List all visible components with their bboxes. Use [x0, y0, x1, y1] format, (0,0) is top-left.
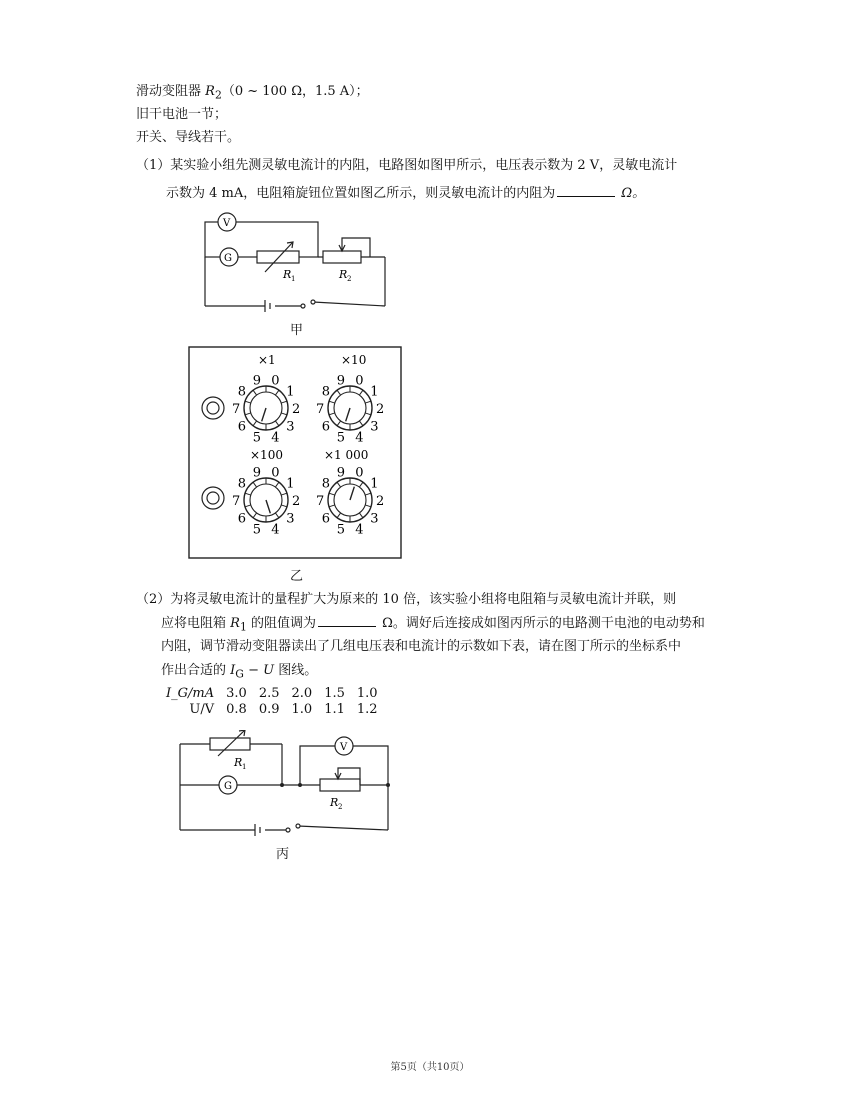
q2-text-e: 图线。: [274, 663, 318, 678]
table-row: [160, 702, 384, 718]
label-x10: ×10: [341, 353, 367, 367]
table-row: [160, 686, 384, 702]
label-x1000: ×1 000: [324, 448, 369, 462]
label-x1: ×1: [258, 353, 276, 367]
var-u: U: [263, 663, 275, 678]
text-rheostat-prefix: 滑动变阻器: [136, 84, 206, 99]
dial-digit: 8: [321, 476, 331, 492]
r2-sub-bing: 2: [338, 803, 343, 811]
dial-digit: 1: [286, 384, 295, 400]
dial-digit: 3: [286, 511, 295, 527]
galvanometer-label-bing: G: [224, 781, 232, 792]
var-i: I: [230, 663, 236, 678]
minus: −: [243, 663, 264, 678]
question-2-line-d: [161, 662, 317, 684]
question-1-line-b: [166, 184, 645, 203]
text-rheostat-suffix: （0 ~ 100 Ω，1.5 A）；: [221, 84, 369, 99]
dial-digit: 7: [316, 402, 325, 417]
line-switch: 开关、导线若干。: [136, 130, 241, 145]
q2-text-a: 应将电阻箱: [161, 616, 231, 631]
dial-digit: 0: [271, 465, 280, 481]
table-cell: 3.0: [226, 686, 247, 701]
r2-label-bing: R: [330, 796, 339, 809]
dial-digit: 7: [232, 402, 241, 417]
dial-digit: 1: [370, 476, 379, 492]
line-rheostat: [136, 83, 369, 105]
dial-digit: 4: [271, 522, 280, 538]
dial-digit: 2: [376, 494, 385, 509]
dial-digit: 4: [355, 522, 364, 538]
r1-label-bing: R: [234, 756, 243, 769]
dial-digit: 6: [321, 419, 331, 435]
circuit-bing: [170, 730, 400, 840]
question-2-line-b: [161, 614, 705, 637]
table-cell: 1.5: [324, 686, 345, 701]
galvanometer-label-jia: G: [224, 253, 232, 264]
row2-label: U/V: [189, 702, 215, 717]
dial-digit: 4: [355, 430, 364, 446]
var-r1: R: [230, 616, 240, 631]
dial-digit: 3: [286, 419, 295, 435]
dial-digit: 3: [370, 419, 379, 435]
data-table: [160, 686, 384, 718]
table-cell: 1.1: [324, 702, 345, 717]
q1-text: 示数为 4 mA，电阻箱旋钮位置如图乙所示，则灵敏电流计的内阻为: [166, 186, 556, 201]
table-cell: 0.8: [226, 702, 247, 717]
r2-sub-jia: 2: [347, 275, 352, 283]
q2-text-c: Ω。调好后连接成如图丙所示的电路测干电池的电动势和: [377, 616, 705, 631]
table-cell: 0.9: [258, 702, 280, 717]
answer-blank-1[interactable]: [557, 184, 615, 197]
row1-label: I_G/mA: [166, 686, 215, 701]
r1-sub-jia: 1: [291, 275, 296, 283]
question-2-line-c: 内阻，调节滑动变阻器读出了几组电压表和电流计的示数如下表，请在图丁所示的坐标系中: [161, 639, 682, 654]
question-2-line-a: （2）为将灵敏电流计的量程扩大为原来的 10 倍，该实验小组将电阻箱与灵敏电流计并联，则: [136, 592, 677, 607]
table-cell: 1.0: [356, 686, 378, 701]
dial-digit: 8: [237, 384, 247, 400]
q1-unit: Ω。: [617, 186, 646, 201]
dial-digit: 7: [232, 494, 241, 509]
q2-text-b: 的阻值调为: [246, 616, 316, 631]
dial-digit: 9: [252, 465, 262, 481]
answer-blank-2[interactable]: [318, 614, 376, 627]
table-cell: 1.2: [356, 702, 378, 717]
q2-text-d: 作出合适的: [161, 663, 231, 678]
r1-sub-bing: 1: [242, 763, 247, 771]
resistance-box-yi: [188, 346, 403, 561]
caption-jia: 甲: [290, 323, 304, 338]
dial-digit: 1: [286, 476, 295, 492]
voltmeter-label-jia: V: [223, 218, 231, 229]
caption-yi: 乙: [290, 569, 304, 584]
page-footer: 第5页（共10页）: [390, 1062, 470, 1073]
circuit-jia: [195, 208, 395, 323]
dial-digit: 9: [336, 465, 346, 481]
dial-digit: 2: [292, 494, 301, 509]
question-1-line-a: （1）某实验小组先测灵敏电流计的内阻，电路图如图甲所示，电压表示数为 2 V，灵敏电流计: [136, 158, 678, 173]
var-r: R: [205, 84, 215, 99]
dial-digit: 5: [336, 430, 346, 446]
dial-digit: 1: [370, 384, 379, 400]
dial-digit: 5: [252, 522, 262, 538]
dial-digit: 6: [321, 511, 331, 527]
r2-label-jia: R: [339, 268, 348, 281]
dial-digit: 6: [237, 511, 247, 527]
dial-digit: 4: [271, 430, 280, 446]
r1-label-jia: R: [283, 268, 292, 281]
sub-1: 1: [239, 620, 247, 634]
voltmeter-label-bing: V: [340, 742, 348, 753]
dial-digit: 8: [321, 384, 331, 400]
sub-g: G: [235, 667, 244, 681]
sub-2: 2: [214, 88, 222, 102]
dial-digit: 8: [237, 476, 247, 492]
dial-digit: 7: [316, 494, 325, 509]
dial-digit: 0: [271, 373, 280, 389]
dial-digit: 9: [336, 373, 346, 389]
dial-digit: 2: [376, 402, 385, 417]
dial-digit: 5: [252, 430, 262, 446]
dial-digit: 6: [237, 419, 247, 435]
dial-digit: 3: [370, 511, 379, 527]
dial-digit: 2: [292, 402, 301, 417]
caption-bing: 丙: [276, 847, 290, 862]
dial-digit: 9: [252, 373, 262, 389]
line-battery: 旧干电池一节；: [136, 107, 228, 122]
label-x100: ×100: [250, 448, 283, 462]
table-cell: 2.0: [291, 686, 313, 701]
table-cell: 1.0: [291, 702, 313, 717]
dial-digit: 0: [355, 465, 364, 481]
dial-digit: 0: [355, 373, 364, 389]
table-cell: 2.5: [258, 686, 280, 701]
dial-digit: 5: [336, 522, 346, 538]
